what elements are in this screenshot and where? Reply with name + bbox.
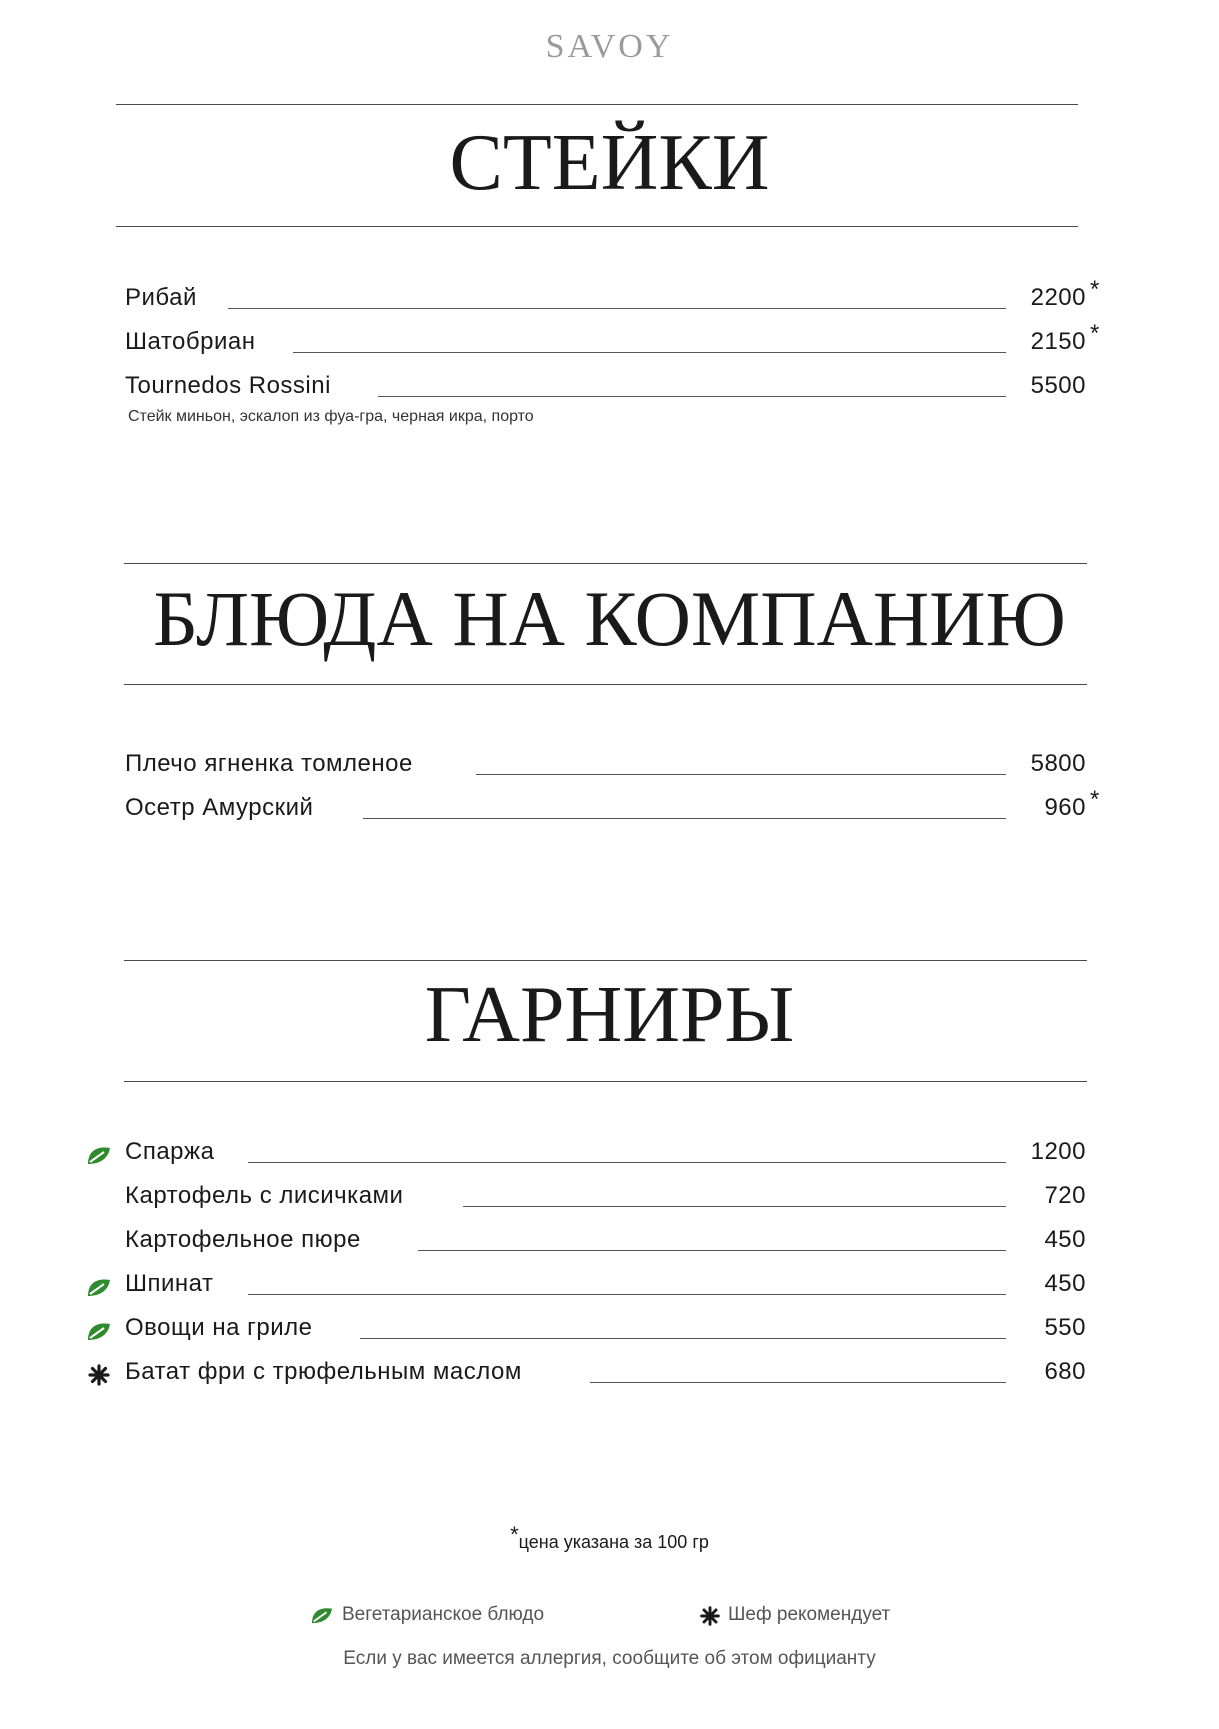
menu-item: [0, 1266, 1219, 1310]
menu-item-name: Осетр Амурский: [125, 794, 331, 822]
menu-item-name: Картофель с лисичками: [125, 1182, 421, 1210]
section-title-sides: ГАРНИРЫ: [424, 971, 795, 1059]
menu-item-price: 1200: [1030, 1138, 1086, 1165]
menu-item-price: 960: [1044, 794, 1086, 821]
menu-item-name: Шатобриан: [125, 328, 274, 356]
section-rule-bottom: [116, 226, 1078, 227]
dot-leader: [418, 1250, 1006, 1251]
price-footnote: [0, 1522, 1219, 1554]
menu-item-price: 720: [1044, 1182, 1086, 1209]
leaf-icon: [86, 1144, 112, 1166]
menu-item-name: Спаржа: [125, 1138, 232, 1166]
dot-leader: [228, 308, 1006, 309]
leaf-icon: [86, 1320, 112, 1342]
section-title-shared-dishes: БЛЮДА НА КОМПАНИЮ: [153, 575, 1066, 662]
leaf-icon: [310, 1605, 334, 1625]
section-rule-top: [124, 960, 1087, 961]
menu-item-name: Рибай: [125, 284, 215, 312]
footnote-text: цена указана за 100 гр: [518, 1532, 709, 1552]
footnote-star: *: [510, 1522, 519, 1547]
dot-leader: [360, 1338, 1006, 1339]
menu-item-name: Овощи на гриле: [125, 1314, 330, 1342]
menu-item-price: 2150: [1030, 328, 1086, 355]
price-note-star: *: [1090, 320, 1100, 347]
chef-star-icon: [698, 1605, 722, 1627]
menu-item-name: Шпинат: [125, 1270, 231, 1298]
price-note-star: *: [1090, 786, 1100, 813]
menu-item-description: Стейк миньон, эскалоп из фуа-гра, черная икра, порто: [128, 408, 534, 425]
section-title-steaks: СТЕЙКИ: [449, 119, 770, 207]
menu-item-price: 450: [1044, 1270, 1086, 1297]
steaks-list: [0, 276, 1219, 425]
section-rule-top: [124, 563, 1087, 564]
menu-item: [0, 368, 1219, 425]
menu-item-price: 5800: [1030, 750, 1086, 777]
menu-item-price: 5500: [1030, 372, 1086, 399]
dot-leader: [463, 1206, 1006, 1207]
price-note-star: *: [1090, 276, 1100, 303]
menu-item: [0, 276, 1219, 324]
menu-item: [0, 320, 1219, 368]
legend-chef-label: Шеф рекомендует: [728, 1604, 891, 1625]
menu-item: [0, 1178, 1219, 1222]
menu-item-name: Плечо ягненка томленое: [125, 750, 431, 778]
legend-vegetarian-label: Вегетарианское блюдо: [342, 1604, 545, 1625]
menu-item-price: 680: [1044, 1358, 1086, 1385]
section-rule-bottom: [124, 1081, 1087, 1082]
menu-item-price: 2200: [1030, 284, 1086, 311]
brand-logo: SAVOY: [545, 28, 674, 65]
menu-item: [0, 1310, 1219, 1354]
dot-leader: [590, 1382, 1006, 1383]
menu-item-price: 550: [1044, 1314, 1086, 1341]
leaf-icon: [86, 1276, 112, 1298]
chef-star-icon: [86, 1364, 112, 1386]
menu-item-name: Картофельное пюре: [125, 1226, 379, 1254]
dot-leader: [248, 1294, 1006, 1295]
dot-leader: [248, 1162, 1006, 1163]
dot-leader: [476, 774, 1006, 775]
menu-item: [0, 1134, 1219, 1178]
sides-list: [0, 1134, 1219, 1398]
menu-item: [0, 1354, 1219, 1398]
menu-item-price: 450: [1044, 1226, 1086, 1253]
dot-leader: [293, 352, 1006, 353]
menu-item-name: Батат фри с трюфельным маслом: [125, 1358, 540, 1386]
legend-chef: [698, 1604, 890, 1626]
menu-item-name: Tournedos Rossini: [125, 372, 349, 400]
section-rule-bottom: [124, 684, 1087, 685]
shared-dishes-list: [0, 746, 1219, 834]
dot-leader: [378, 396, 1006, 397]
menu-item: [0, 1222, 1219, 1266]
menu-item: [0, 746, 1219, 790]
menu-item: [0, 786, 1219, 834]
allergy-note: Если у вас имеется аллергия, сообщите об этом официанту: [343, 1648, 876, 1669]
section-rule-top: [116, 104, 1078, 105]
dot-leader: [363, 818, 1006, 819]
legend-vegetarian: [310, 1604, 544, 1626]
